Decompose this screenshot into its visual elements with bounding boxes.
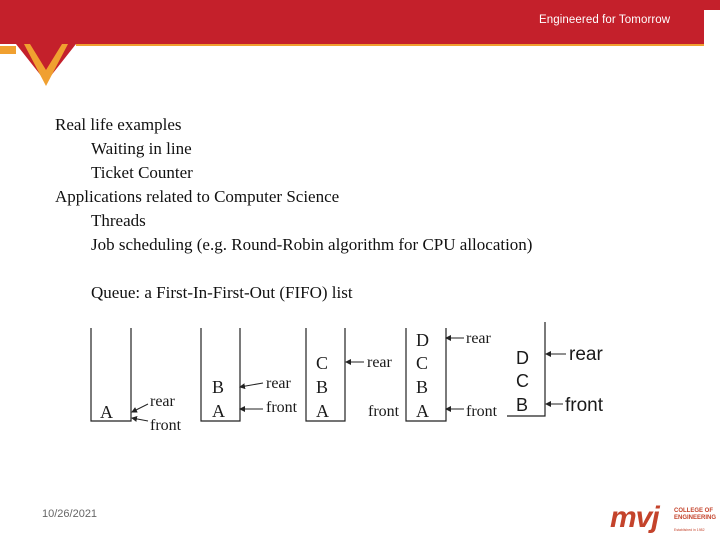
line-applications: Applications related to Computer Science [55, 187, 340, 206]
queue-state-1 [91, 328, 182, 434]
q4-front-label: front [466, 403, 498, 420]
q2-rear-label: rear [266, 375, 291, 392]
q3-item-1: B [316, 377, 329, 397]
q5-item-0: D [516, 348, 529, 368]
line-waiting-in-line: Waiting in line [91, 139, 192, 158]
q5-rear-label: rear [569, 344, 603, 365]
queue-state-3 [306, 328, 400, 421]
line-queue-fifo: Queue: a First-In-First-Out (FIFO) list [91, 283, 353, 302]
q2-front-label: front [266, 399, 298, 416]
slide-date: 10/26/2021 [42, 508, 98, 520]
q4-item-1: C [416, 353, 429, 373]
logo-mark: mvj [610, 501, 659, 534]
college-logo [610, 503, 720, 537]
q5-item-2: B [516, 395, 529, 415]
q3-front-label: front [368, 403, 400, 420]
q4-item-0: D [416, 330, 429, 350]
q3-item-0: C [316, 353, 329, 373]
q1-front-label: front [150, 417, 182, 434]
q1-item-0: A [100, 402, 113, 422]
q5-front-label: front [565, 395, 604, 416]
line-job-scheduling: Job scheduling (e.g. Round-Robin algorithm for CPU allocation) [91, 235, 533, 254]
q2-item-1: A [212, 401, 225, 421]
queue-diagram [0, 310, 720, 450]
line-threads: Threads [91, 211, 146, 230]
q4-item-2: B [416, 377, 429, 397]
q4-item-3: A [416, 401, 429, 421]
queue-state-4 [406, 328, 498, 421]
q3-item-2: A [316, 401, 329, 421]
logo-sub-engineering: ENGINEERING [674, 515, 717, 521]
q2-item-0: B [212, 377, 225, 397]
q3-rear-label: rear [367, 354, 392, 371]
line-real-life-examples: Real life examples [55, 115, 182, 134]
line-ticket-counter: Ticket Counter [91, 163, 193, 182]
q4-rear-label: rear [466, 330, 491, 347]
logo-tagline: Established in 1982 [674, 528, 705, 532]
queue-state-5 [507, 322, 604, 416]
logo-sub-college: COLLEGE OF [674, 508, 713, 514]
header-tagline: Engineered for Tomorrow [539, 14, 671, 26]
q1-rear-label: rear [150, 393, 175, 410]
q5-item-1: C [516, 371, 529, 391]
queue-state-2 [201, 328, 298, 421]
header-band [0, 0, 720, 90]
